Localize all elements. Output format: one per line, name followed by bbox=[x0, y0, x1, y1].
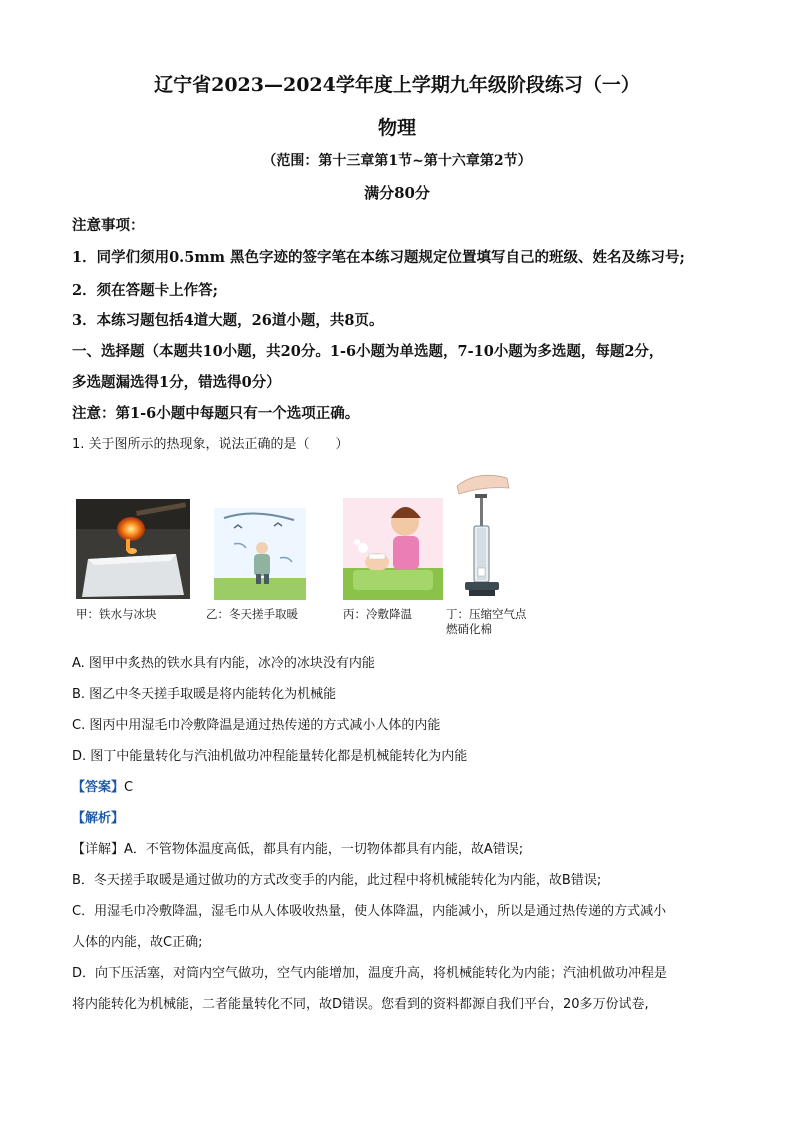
section-heading: 一、选择题（本题共10小题，共20分。1-6小题为单选题，7-10小题为多选题，每题2分， bbox=[72, 343, 664, 360]
note-item-2: 2．须在答题卡上作答; bbox=[72, 282, 218, 299]
rubbing-hands-image bbox=[214, 508, 306, 600]
cold-compress-image bbox=[343, 498, 443, 600]
question-stem: 1. 关于图所示的热现象，说法正确的是（ ） bbox=[72, 437, 349, 452]
detail-line-1 bbox=[72, 838, 752, 857]
note-item-1: 1．同学们须用0.5mm 黑色字迹的签字笔在本练习题规定位置填写自己的班级、姓名及练习号; bbox=[72, 249, 685, 266]
analysis-line bbox=[72, 807, 752, 826]
note-item-3: 3．本练习题包括4道大题，26道小题，共8页。 bbox=[72, 312, 384, 329]
answer-value: C bbox=[124, 780, 134, 795]
detail-line-d-cont: 将内能转化为机械能，二者能量转化不同，故D错误。您看到的资料都源自我们平台，20多万份试卷, bbox=[72, 997, 649, 1012]
exam-title: 辽宁省2023—2024学年度上学期九年级阶段练习（一） bbox=[154, 74, 640, 96]
molten-iron-ice-image bbox=[76, 499, 190, 599]
option-b: B. 图乙中冬天搓手取暖是将内能转化为机械能 bbox=[72, 687, 337, 702]
exam-scope: （范围：第十三章第1节~第十六章第2节） bbox=[262, 153, 532, 169]
analysis-label: 【解析】 bbox=[72, 811, 125, 826]
figure-caption-ding: 丁：压缩空气点 bbox=[446, 607, 527, 621]
detail-line-c-cont: 人体的内能，故C正确; bbox=[72, 935, 203, 950]
detail-line-c: C．用湿毛巾冷敷降温，湿毛巾从人体吸收热量，使人体降温，内能减小，所以是通过热传递的方式减小 bbox=[72, 904, 667, 919]
section-heading-cont: 多选题漏选得1分，错选得0分） bbox=[72, 374, 281, 391]
option-a: A. 图甲中炙热的铁水具有内能，冰冷的冰块没有内能 bbox=[72, 656, 375, 671]
detail-line-d: D．向下压活塞，对筒内空气做功，空气内能增加，温度升高，将机械能转化为内能；汽油机做功冲程是 bbox=[72, 966, 668, 981]
option-d: D. 图丁中能量转化与汽油机做功冲程能量转化都是机械能转化为内能 bbox=[72, 749, 468, 764]
air-compression-apparatus-image bbox=[455, 464, 513, 600]
subject-title: 物理 bbox=[377, 117, 416, 139]
detail-label: 【详解】 bbox=[72, 842, 125, 857]
full-score: 满分80分 bbox=[364, 184, 430, 202]
figure-caption-yi: 乙：冬天搓手取暖 bbox=[206, 607, 298, 621]
detail-line-b: B．冬天搓手取暖是通过做功的方式改变手的内能，此过程中将机械能转化为内能，故B错误; bbox=[72, 873, 602, 888]
figure-caption-bing: 丙：冷敷降温 bbox=[343, 607, 412, 621]
section-note: 注意：第1-6小题中每题只有一个选项正确。 bbox=[72, 405, 360, 422]
answer-line bbox=[72, 776, 752, 795]
figure-caption-jia: 甲：铁水与冰块 bbox=[76, 607, 157, 621]
detail-text-a: A．不管物体温度高低，都具有内能，一切物体都具有内能，故A错误; bbox=[124, 842, 524, 857]
option-c: C. 图丙中用湿毛巾冷敷降温是通过热传递的方式减小人体的内能 bbox=[72, 718, 441, 733]
answer-label: 【答案】 bbox=[72, 780, 125, 795]
notes-heading: 注意事项： bbox=[72, 217, 145, 234]
figure-caption-ding-cont: 燃硝化棉 bbox=[446, 622, 492, 636]
